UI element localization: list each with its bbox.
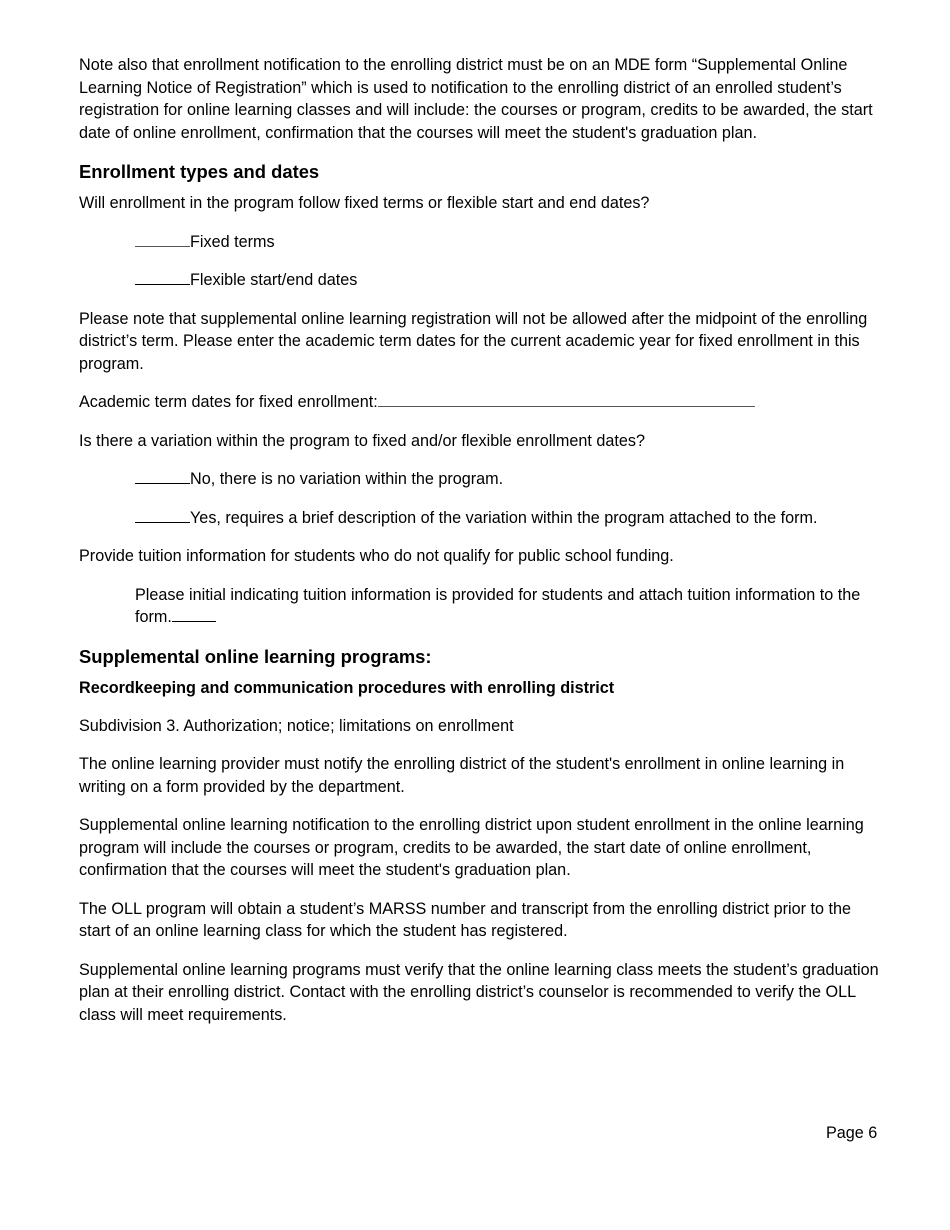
term-dates-line [79,391,885,414]
term-dates-label: Academic term dates for fixed enrollment: [79,393,378,411]
option-flexible-dates [135,269,885,292]
fixed-terms-label: Fixed terms [190,232,275,251]
term-dates-blank[interactable] [378,392,755,407]
yes-variation-label: Yes, requires a brief description of the variation within the program attached to the form. [190,508,818,527]
yes-variation-blank[interactable] [135,508,190,523]
tuition-initial-blank[interactable] [172,607,216,622]
midpoint-note: Please note that supplemental online learning registration will not be allowed after the midpoint of the enrolling district’s term. Please enter the academic term dates for the current academic year for fixed enrollment in this program. [79,309,868,373]
verify-paragraph: Supplemental online learning programs must verify that the online learning class meets the student’s graduation plan at their enrolling district. Contact with the enrolling district’s counselor is recommended to verify the OLL class will meet requirements. [79,960,879,1024]
page-number: Page 6 [826,1124,878,1142]
option-yes-variation [135,507,885,530]
fixed-terms-blank[interactable] [135,232,190,247]
intro-paragraph: Note also that enrollment notification to the enrolling district must be on an MDE form “Supplemental Online Learning Notice of Registration” which is used to notification to the enrolling district of an enrolled student’s registration for online learning classes and will include: the courses or program, credits to be awarded, the start date of online enrollment, confirmation that the courses will meet the student's graduation plan. [79,56,873,142]
sol-programs-heading: Supplemental online learning programs: [79,645,432,667]
option-fixed-terms [135,231,885,254]
recordkeeping-heading: Recordkeeping and communication procedures with enrolling district [79,678,615,697]
marss-paragraph: The OLL program will obtain a student’s MARSS number and transcript from the enrolling district prior to the start of an online learning class for which the student has registered. [79,899,851,940]
no-variation-label: No, there is no variation within the program. [190,470,504,488]
notification-paragraph: Supplemental online learning notification to the enrolling district upon student enrollment in the online learning program will include the courses or program, credits to be awarded, the start date of online enrollment, confirmation that the courses will meet the student's graduation plan. [79,816,864,879]
variation-question: Is there a variation within the program to fixed and/or flexible enrollment dates? [79,431,645,450]
enrollment-heading: Enrollment types and dates [79,161,320,182]
tuition-initial-text: Please initial indicating tuition information is provided for students and attach tuition information to the form. [135,585,861,626]
document-page [79,54,885,1042]
notify-paragraph: The online learning provider must notify the enrolling district of the student's enrollment in online learning in writing on a form provided by the department. [79,755,845,796]
subdivision-line: Subdivision 3. Authorization; notice; limitations on enrollment [79,716,514,735]
tuition-prompt: Provide tuition information for students who do not qualify for public school funding. [79,547,674,565]
flexible-dates-label: Flexible start/end dates [190,271,358,289]
flexible-dates-blank[interactable] [135,270,190,285]
enrollment-question: Will enrollment in the program follow fixed terms or flexible start and end dates? [79,194,650,212]
no-variation-blank[interactable] [135,469,190,484]
option-no-variation [135,468,885,491]
tuition-initial-line [135,584,885,629]
